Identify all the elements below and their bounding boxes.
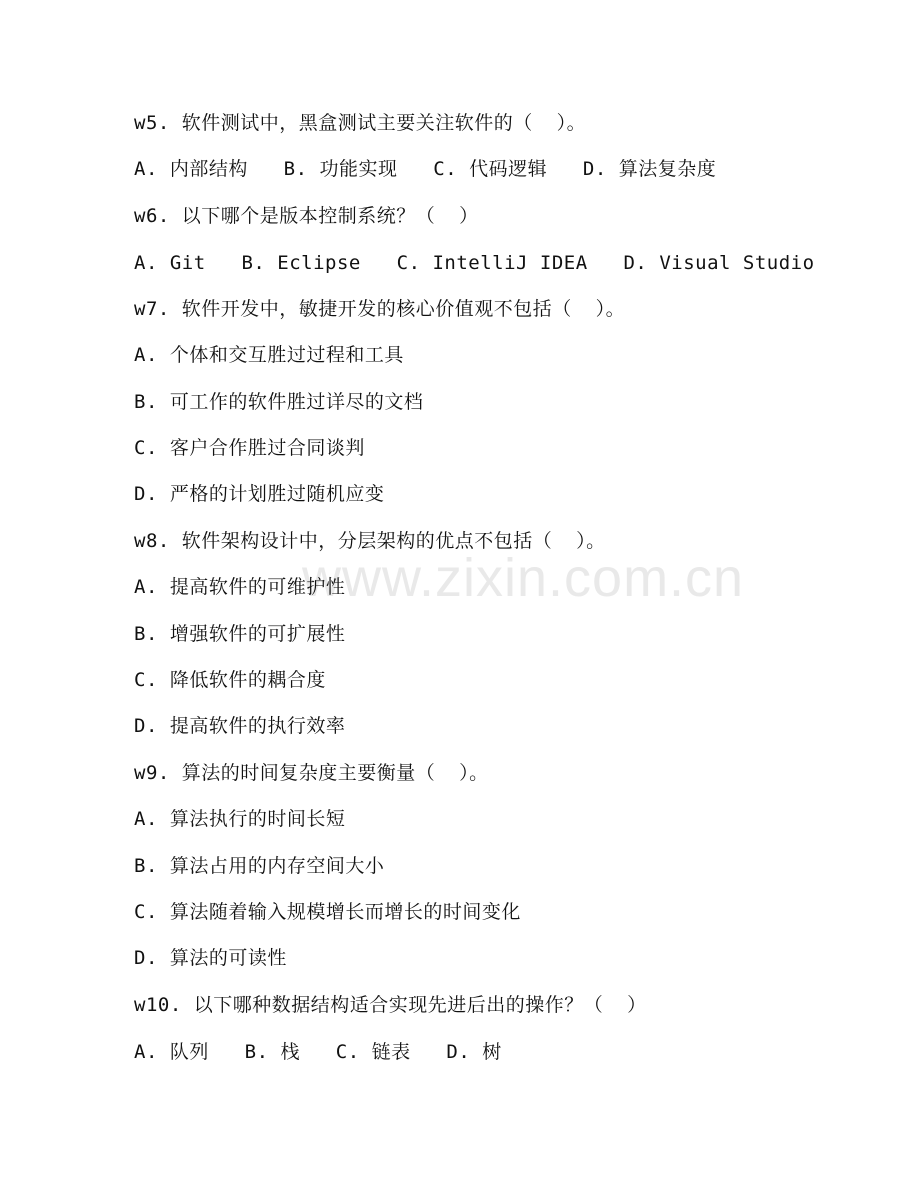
question-w9-option-b: B. 算法占用的内存空间大小 [134,855,385,877]
question-w9-option-c: C. 算法随着输入规模增长而增长的时间变化 [134,901,521,923]
question-w7: w7. 软件开发中，敏捷开发的核心价值观不包括（ ）。 [134,298,626,320]
question-w7-option-d: D. 严格的计划胜过随机应变 [134,483,385,505]
question-w7-option-a: A. 个体和交互胜过过程和工具 [134,344,404,366]
question-w5-options: A. 内部结构 B. 功能实现 C. 代码逻辑 D. 算法复杂度 [134,158,717,180]
question-w8-option-a: A. 提高软件的可维护性 [134,576,346,598]
question-w6-options: A. Git B. Eclipse C. IntelliJ IDEA D. Visual Studio [134,252,815,274]
question-w9-option-a: A. 算法执行的时间长短 [134,808,346,830]
question-w7-option-c: C. 客户合作胜过合同谈判 [134,437,365,459]
question-w7-option-b: B. 可工作的软件胜过详尽的文档 [134,391,424,413]
question-w6: w6. 以下哪个是版本控制系统？（ ） [134,205,479,227]
question-w8: w8. 软件架构设计中，分层架构的优点不包括（ ）。 [134,530,606,552]
question-w10: w10. 以下哪种数据结构适合实现先进后出的操作？（ ） [134,994,647,1016]
question-w9-option-d: D. 算法的可读性 [134,947,287,969]
question-w8-option-c: C. 降低软件的耦合度 [134,669,326,691]
watermark: www.zixin.com.cn [302,548,745,608]
question-w9: w9. 算法的时间复杂度主要衡量（ ）。 [134,762,489,784]
question-w8-option-b: B. 增强软件的可扩展性 [134,623,346,645]
question-w8-option-d: D. 提高软件的执行效率 [134,715,346,737]
question-w10-options: A. 队列 B. 栈 C. 链表 D. 树 [134,1041,502,1063]
question-w5: w5. 软件测试中，黑盒测试主要关注软件的（ ）。 [134,112,587,134]
